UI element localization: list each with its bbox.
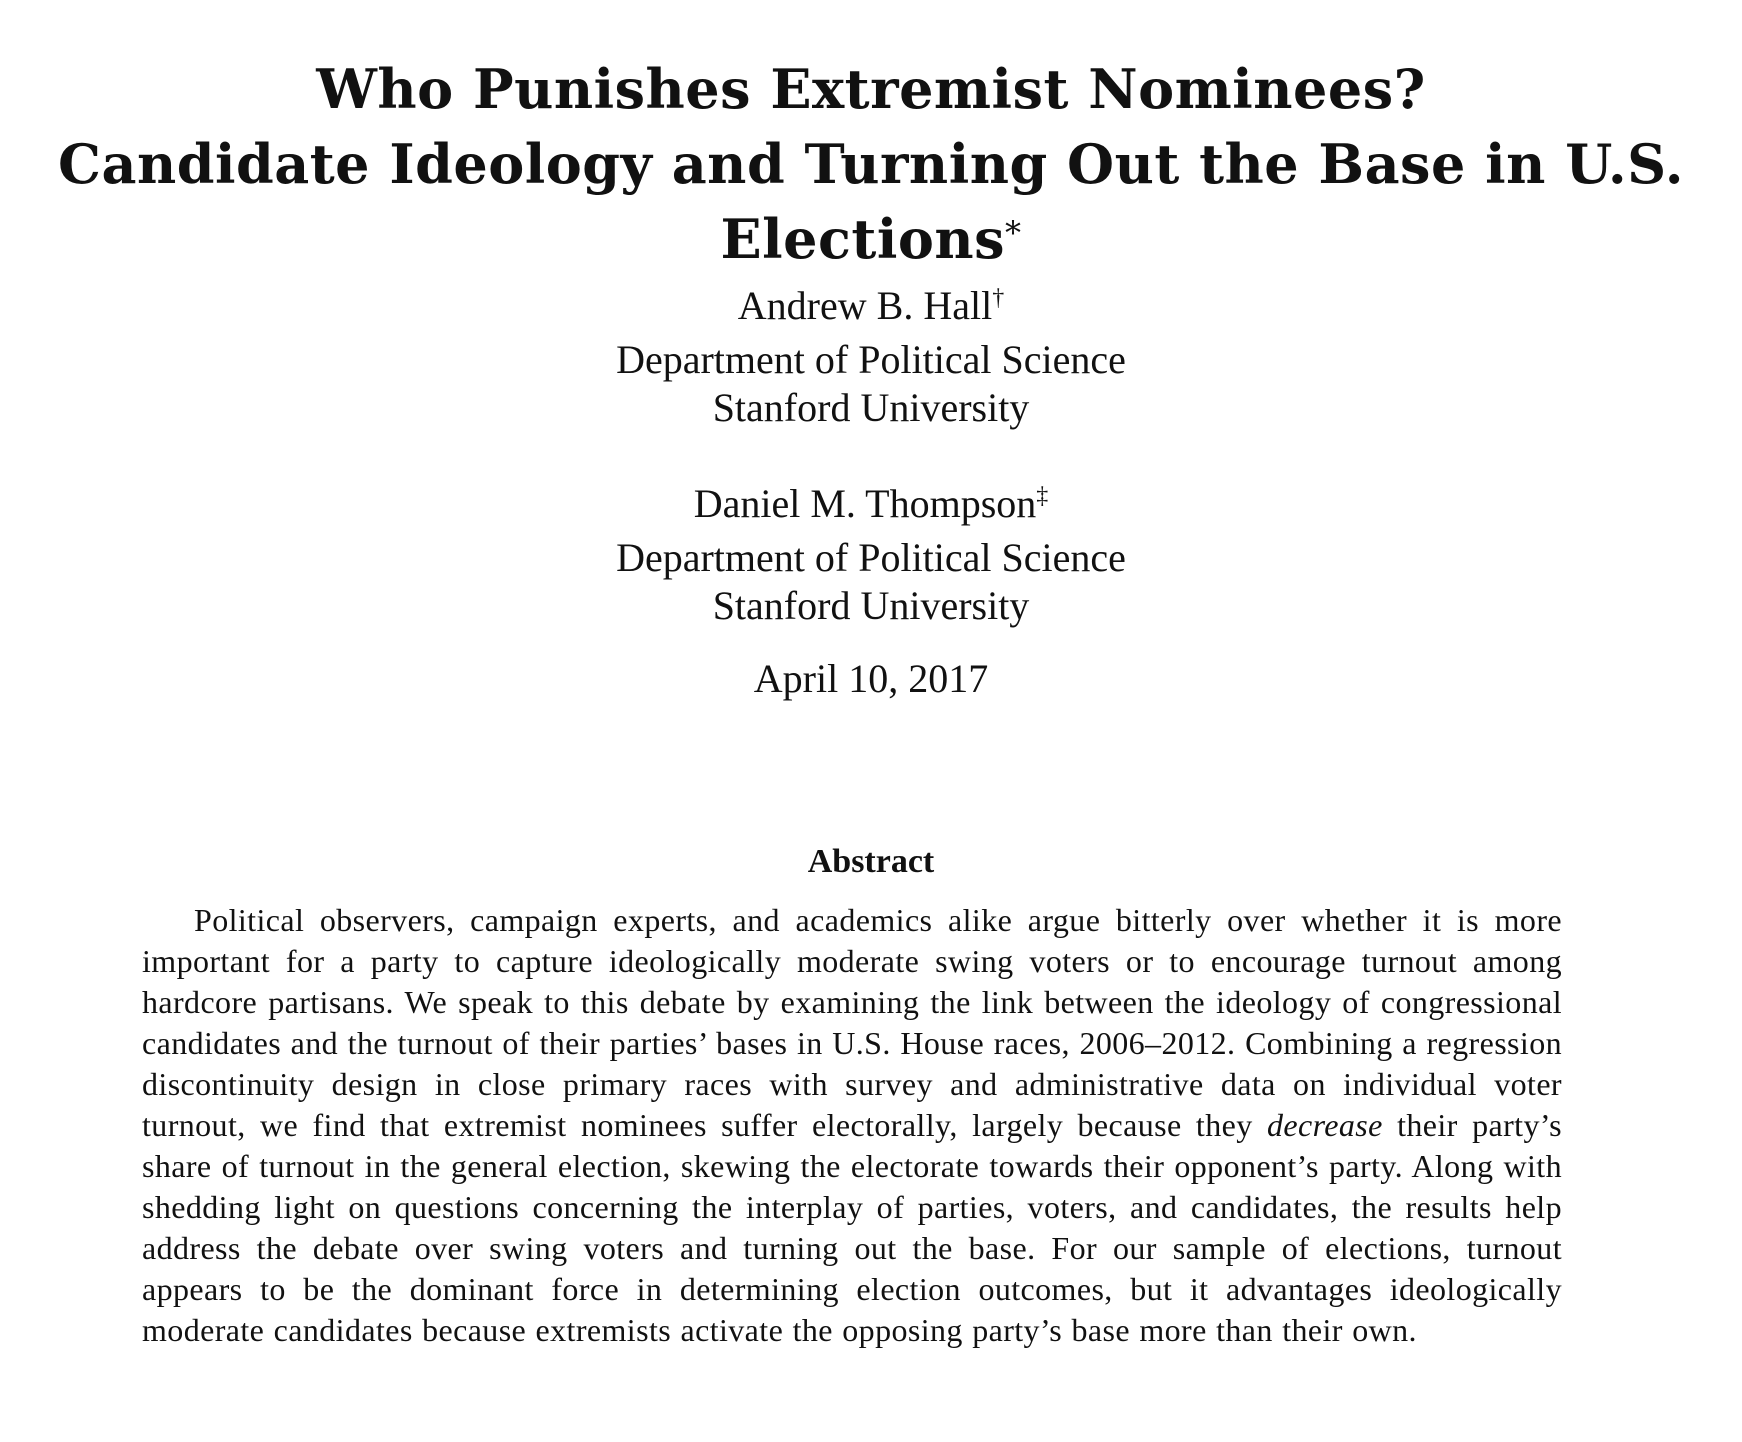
author-2-institution: Stanford University — [712, 583, 1030, 628]
abstract-emphasis: decrease — [1267, 1107, 1383, 1143]
author-list — [0, 282, 1742, 630]
author-2-name: Daniel M. Thompson — [693, 481, 1037, 526]
title-line-3 — [40, 202, 1702, 277]
author-block-2 — [0, 480, 1742, 630]
abstract-body — [142, 900, 1562, 1351]
abstract-text-before: Political observers, campaign experts, and academics alike argue bitterly over whether it is more important for a party to capture ideologically moderate swing voters or to encourage turnout among hardcore partisans. We speak to this debate by examining the link between the ideology of congressional candidates and the turnout of their parties’ bases in U.S. House races, 2006–2012. Combining a regression discontinuity design in close primary races with survey and administrative data on individual voter turnout, we find that extremist nominees suffer electorally, largely because they — [142, 902, 1562, 1143]
abstract-text-after: their party’s share of turnout in the general election, skewing the electorate towards their opponent’s party. Along with shedding light on questions concerning the interplay of parties, voters, and candidates, the results help address the debate over swing voters and turning out the base. For our sample of elections, turnout appears to be the dominant force in determining election outcomes, but it advantages ideologically moderate candidates because extremists activate the opposing party’s base more than their own. — [142, 1107, 1562, 1348]
author-2-department: Department of Political Science — [616, 535, 1126, 580]
paper-title — [40, 52, 1702, 277]
author-2-footnote-mark: ‡ — [1036, 483, 1049, 509]
abstract-heading: Abstract — [807, 843, 935, 880]
author-1-name: Andrew B. Hall — [737, 283, 993, 328]
author-1-department: Department of Political Science — [616, 337, 1126, 382]
title-line-3-text: Elections — [720, 207, 1006, 272]
author-block-1 — [0, 282, 1742, 432]
author-1-footnote-mark: † — [992, 285, 1005, 311]
author-1-institution: Stanford University — [712, 385, 1030, 430]
author-1-name-line — [0, 282, 1742, 336]
title-line-1: Who Punishes Extremist Nominees? — [316, 57, 1426, 122]
paper-date: April 10, 2017 — [753, 656, 989, 701]
title-line-2: Candidate Ideology and Turning Out the Base in U.S. — [57, 132, 1684, 197]
author-2-name-line — [0, 480, 1742, 534]
title-footnote-mark: * — [1005, 214, 1022, 253]
